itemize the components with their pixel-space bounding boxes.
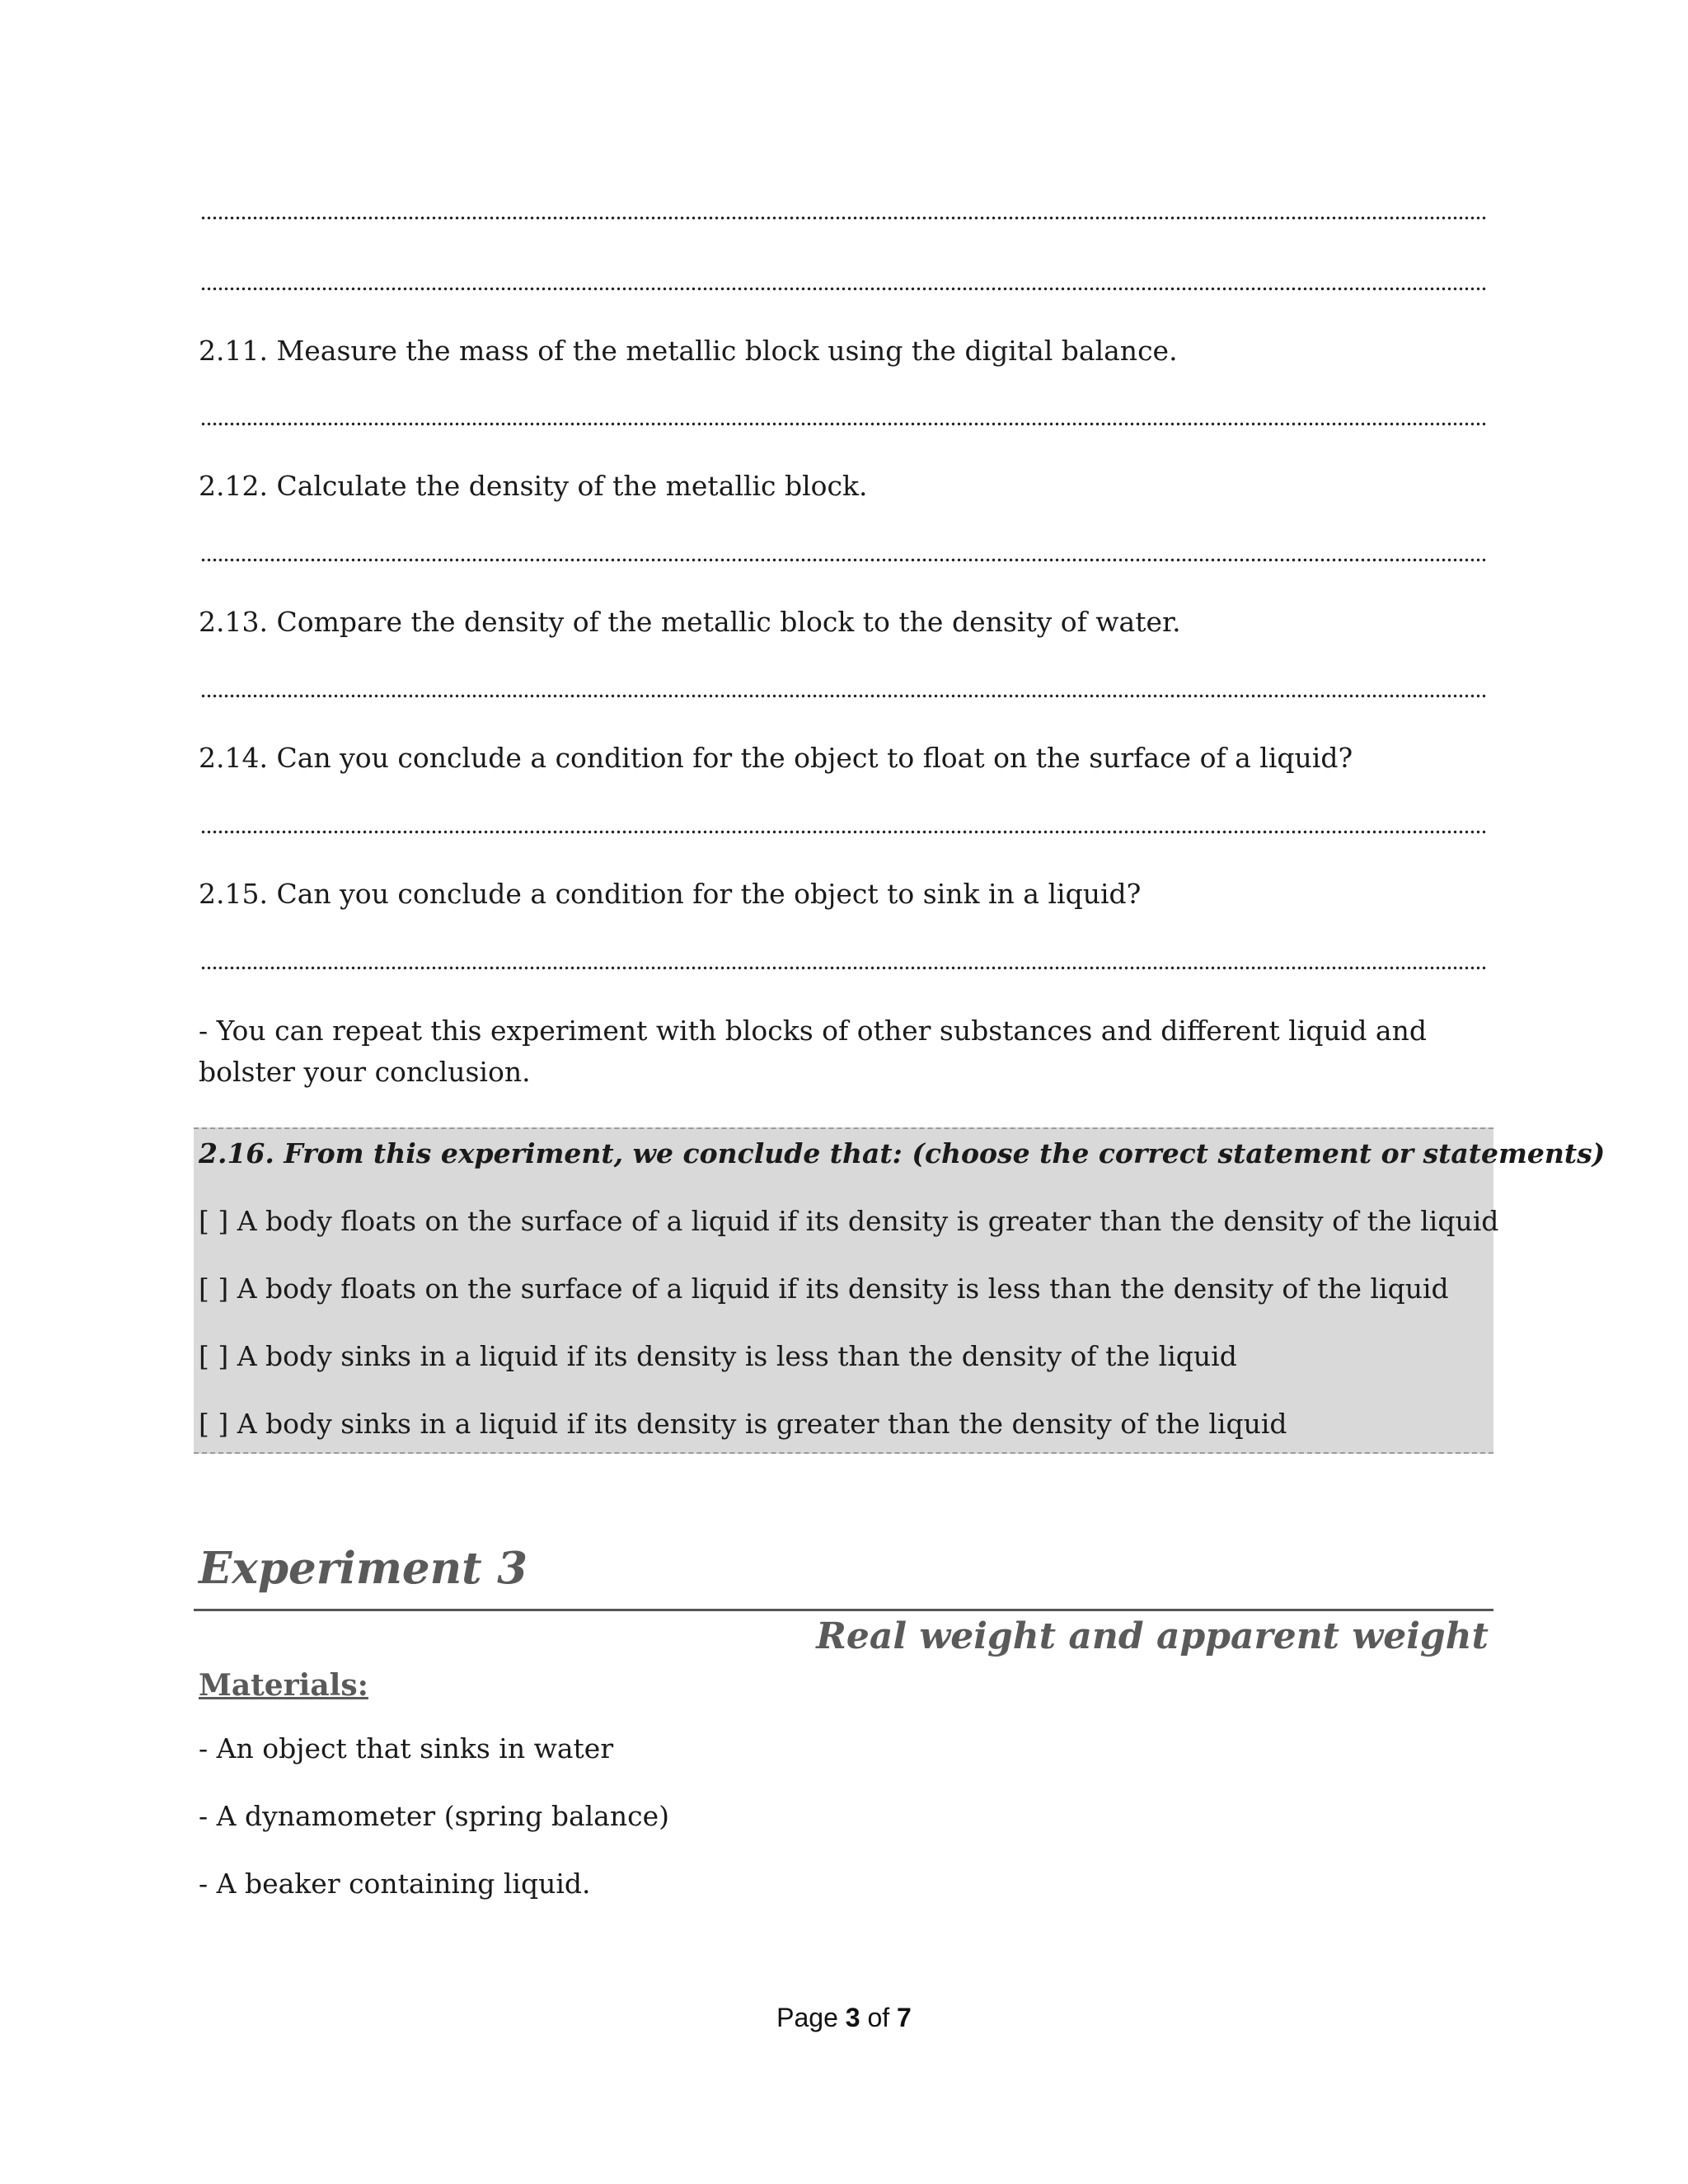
- question-2-13: 2.13. Compare the density of the metallic block to the density of water.: [199, 606, 1181, 638]
- question-2-11: 2.11. Measure the mass of the metallic block using the digital balance.: [199, 335, 1178, 367]
- materials-heading: Materials:: [199, 1668, 368, 1703]
- footer-of: of: [867, 2003, 890, 2032]
- conclusion-option[interactable]: [ ] A body sinks in a liquid if its density is greater than the density of the liquid: [199, 1408, 1287, 1440]
- question-2-15: 2.15. Can you conclude a condition for the object to sink in a liquid?: [199, 878, 1142, 910]
- repeat-note: - You can repeat this experiment with blocks of other substances and different liquid and bolster your conclusion.: [199, 1015, 1427, 1088]
- answer-line[interactable]: [200, 830, 1486, 834]
- answer-line[interactable]: [200, 287, 1486, 291]
- answer-line[interactable]: [200, 966, 1486, 970]
- experiment-3-subtitle: Real weight and apparent weight: [816, 1615, 1489, 1657]
- conclusion-title: 2.16. From this experiment, we conclude that: (choose the correct statement or statements): [199, 1137, 1606, 1169]
- material-item: - A beaker containing liquid.: [199, 1868, 591, 1900]
- conclusion-option[interactable]: [ ] A body sinks in a liquid if its density is less than the density of the liquid: [199, 1340, 1237, 1372]
- answer-line[interactable]: [200, 216, 1486, 220]
- total-pages: 7: [897, 2003, 912, 2032]
- footer-prefix: Page: [776, 2003, 838, 2032]
- experiment-3-title: Experiment 3: [199, 1543, 528, 1594]
- current-page: 3: [845, 2003, 860, 2032]
- answer-line[interactable]: [200, 558, 1486, 562]
- question-2-12: 2.12. Calculate the density of the metallic block.: [199, 470, 868, 502]
- conclusion-box: [194, 1127, 1606, 1454]
- material-item: - An object that sinks in water: [199, 1732, 614, 1765]
- question-2-14: 2.14. Can you conclude a condition for the object to float on the surface of a liquid?: [199, 742, 1353, 774]
- material-item: - A dynamometer (spring balance): [199, 1800, 669, 1832]
- conclusion-option[interactable]: [ ] A body floats on the surface of a liquid if its density is less than the density of the liquid: [199, 1272, 1449, 1305]
- answer-line[interactable]: [200, 422, 1486, 426]
- conclusion-option[interactable]: [ ] A body floats on the surface of a liquid if its density is greater than the density of the liquid: [199, 1205, 1499, 1237]
- title-divider: [194, 1609, 1493, 1611]
- answer-line[interactable]: [200, 694, 1486, 698]
- page-footer: [0, 2003, 1688, 2033]
